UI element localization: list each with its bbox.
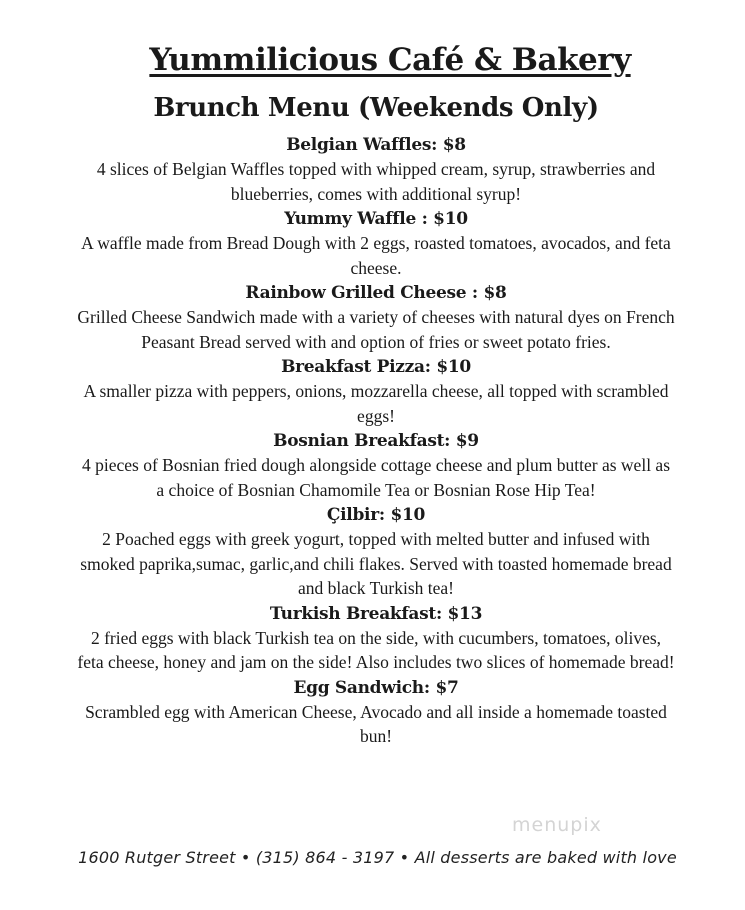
item-name: Rainbow Grilled Cheese : $8	[245, 283, 507, 303]
item-name: Breakfast Pizza: $10	[281, 357, 471, 377]
watermark-logo: menupix	[512, 814, 602, 836]
item-name: Egg Sandwich: $7	[293, 677, 459, 698]
menu-item	[0, 207, 745, 280]
menu-item	[0, 602, 745, 675]
item-name: Yummy Waffle : $10	[284, 209, 468, 229]
menu-item	[0, 355, 745, 428]
cafe-name: Yummilicious Café & Bakery	[149, 42, 631, 78]
item-description: A waffle made from Bread Dough with 2 eggs, roasted tomatoes, avocados, and feta cheese.	[81, 233, 671, 278]
menu-item	[0, 503, 745, 601]
item-description: 2 Poached eggs with greek yogurt, topped with melted butter and infused with smoked paprika,sumac, garlic,and chili flakes. Served with toasted homemade bread and black Turkish tea!	[80, 529, 672, 598]
item-description: 4 slices of Belgian Waffles topped with whipped cream, syrup, strawberries and blueberries, comes with additional syrup!	[96, 159, 656, 204]
item-name: Belgian Waffles: $8	[286, 135, 466, 155]
item-description: 2 fried eggs with black Turkish tea on the side, with cucumbers, tomatoes, olives, feta cheese, honey and jam on the side! Also includes two slices of homemade bread!	[77, 627, 675, 672]
item-description: A smaller pizza with peppers, onions, mozzarella cheese, all topped with scrambled eggs!	[83, 381, 669, 426]
item-name: Turkish Breakfast: $13	[269, 603, 483, 624]
footer-address: 1600 Rutger Street • (315) 864 - 3197 • All desserts are baked with love	[78, 848, 677, 867]
menu-item	[0, 133, 745, 206]
menu-items	[0, 132, 745, 749]
menu-item	[0, 429, 745, 502]
item-name: Bosnian Breakfast: $9	[273, 431, 479, 451]
item-name: Çilbir: $10	[326, 505, 426, 525]
menu-title: Brunch Menu (Weekends Only)	[153, 93, 599, 123]
item-description: 4 pieces of Bosnian fried dough alongside cottage cheese and plum butter as well as a choice of Bosnian Chamomile Tea or Bosnian Rose Hip Tea!	[81, 455, 671, 500]
item-description: Grilled Cheese Sandwich made with a variety of cheeses with natural dyes on French Peasant Bread served with and option of fries or sweet potato fries.	[77, 307, 675, 352]
item-description: Scrambled egg with American Cheese, Avocado and all inside a homemade toasted bun!	[85, 701, 667, 746]
menu-item	[0, 281, 745, 354]
menu-item	[0, 676, 745, 749]
